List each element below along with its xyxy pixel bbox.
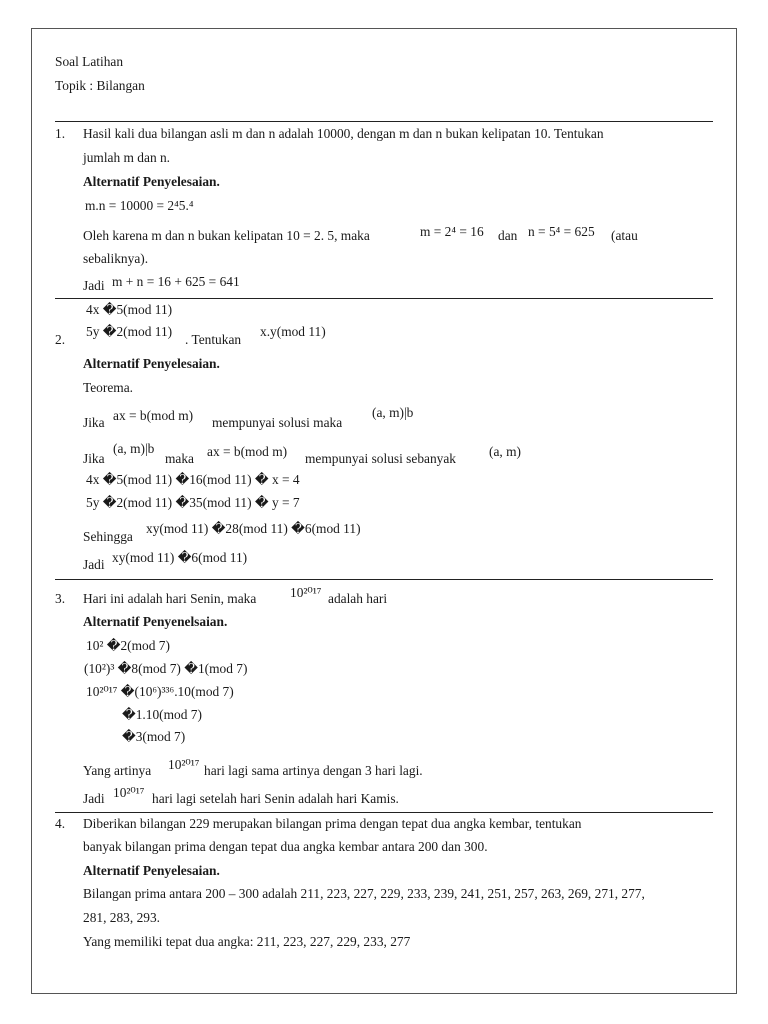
q4-primes-line2: 281, 283, 293.	[83, 910, 160, 925]
q1-paren: (atau	[611, 228, 638, 243]
doc-topic: Topik : Bilangan	[55, 78, 145, 93]
q1-eq-m: m = 2⁴ = 16	[420, 224, 484, 239]
q3-step4: �1.10(mod 7)	[122, 707, 202, 722]
q2-gcd-div-1: (a, m)|b	[372, 405, 414, 420]
q2-tentukan: . Tentukan	[185, 332, 242, 347]
q3-step1: 10² �2(mod 7)	[86, 638, 170, 653]
q4-solution-label: Alternatif Penyelesaian.	[83, 863, 220, 878]
q2-sys2: 5y �2(mod 11)	[86, 324, 173, 339]
q2-number: 2.	[55, 332, 66, 347]
q3-yang-b: hari lagi sama artinya dengan 3 hari lagi.	[204, 763, 423, 778]
q1-solution-label: Alternatif Penyelesaian.	[83, 174, 220, 189]
divider	[55, 121, 713, 122]
q1-eq-sum: m + n = 16 + 625 = 641	[112, 274, 240, 289]
q1-number: 1.	[55, 126, 66, 141]
q2-result: xy(mod 11) �6(mod 11)	[112, 550, 248, 565]
q2-target: x.y(mod 11)	[260, 324, 326, 339]
q3-number: 3.	[55, 591, 66, 606]
q2-maka: maka	[165, 451, 194, 466]
q3-text-end: adalah hari	[328, 591, 388, 606]
q1-line-a: Oleh karena m dan n bukan kelipatan 10 = 2. 5, maka	[83, 228, 370, 243]
q2-eq-ax-2: ax = b(mod m)	[207, 444, 288, 459]
q2-teorema: Teorema.	[83, 380, 133, 395]
divider	[55, 579, 713, 580]
q1-eq1: m.n = 10000 = 2⁴5.⁴	[85, 198, 194, 213]
q3-yang-a: Yang artinya	[83, 763, 152, 778]
divider	[55, 812, 713, 813]
divider	[55, 298, 713, 299]
q4-line2: banyak bilangan prima dengan tepat dua angka kembar antara 200 dan 300.	[83, 839, 488, 854]
doc-title: Soal Latihan	[55, 54, 124, 69]
q3-jadi: Jadi	[83, 791, 105, 806]
q4-line1: Diberikan bilangan 229 merupakan bilangan prima dengan tepat dua angka kembar, tentukan	[83, 816, 582, 831]
q1-jadi: Jadi	[83, 278, 105, 293]
q4-result: Yang memiliki tepat dua angka: 211, 223, 227, 229, 233, 277	[83, 934, 411, 949]
q1-text-line1: Hasil kali dua bilangan asli m dan n adalah 10000, dengan m dan n bukan kelipatan 10. Tentukan	[83, 126, 604, 141]
q1-and: dan	[498, 228, 518, 243]
q3-power-3: 10²⁰¹⁷	[113, 785, 145, 800]
q4-number: 4.	[55, 816, 66, 831]
q1-eq-n: n = 5⁴ = 625	[528, 224, 595, 239]
q2-gcd-div-2: (a, m)|b	[113, 441, 155, 456]
q1-text-line2: jumlah m dan n.	[83, 150, 171, 165]
q3-solution-label: Alternatif Penyenelsaian.	[83, 614, 228, 629]
q3-power: 10²⁰¹⁷	[290, 585, 322, 600]
q3-jadi-b: hari lagi setelah hari Senin adalah hari Kamis.	[152, 791, 399, 806]
q2-sehingga: Sehingga	[83, 529, 133, 544]
q2-gcd: (a, m)	[489, 444, 521, 459]
q2-solution-label: Alternatif Penyelesaian.	[83, 356, 220, 371]
q2-jika-2: Jika	[83, 451, 105, 466]
q3-step5: �3(mod 7)	[122, 729, 186, 744]
q2-step1: 4x �5(mod 11) �16(mod 11) � x = 4	[86, 472, 300, 487]
q3-step2: (10²)³ �8(mod 7) �1(mod 7)	[84, 661, 248, 676]
q3-text: Hari ini adalah hari Senin, maka	[83, 591, 257, 606]
q3-power-2: 10²⁰¹⁷	[168, 757, 200, 772]
q1-line-b: sebaliknya).	[83, 251, 149, 266]
q2-has-sol: mempunyai solusi maka	[212, 415, 343, 430]
q2-has-n: mempunyai solusi sebanyak	[305, 451, 456, 466]
q2-eq-ax-1: ax = b(mod m)	[113, 408, 194, 423]
q3-step3: 10²⁰¹⁷ �(10⁶)³³⁶.10(mod 7)	[86, 684, 234, 699]
q2-step2: 5y �2(mod 11) �35(mod 11) � y = 7	[86, 495, 300, 510]
q4-primes-line1: Bilangan prima antara 200 – 300 adalah 211, 223, 227, 229, 233, 239, 241, 251, 257, 263, 269, 271, 277,	[83, 886, 645, 901]
q2-sys1: 4x �5(mod 11)	[86, 302, 173, 317]
q2-jadi: Jadi	[83, 557, 105, 572]
q2-step3: xy(mod 11) �28(mod 11) �6(mod 11)	[146, 521, 361, 536]
q2-jika-1: Jika	[83, 415, 105, 430]
